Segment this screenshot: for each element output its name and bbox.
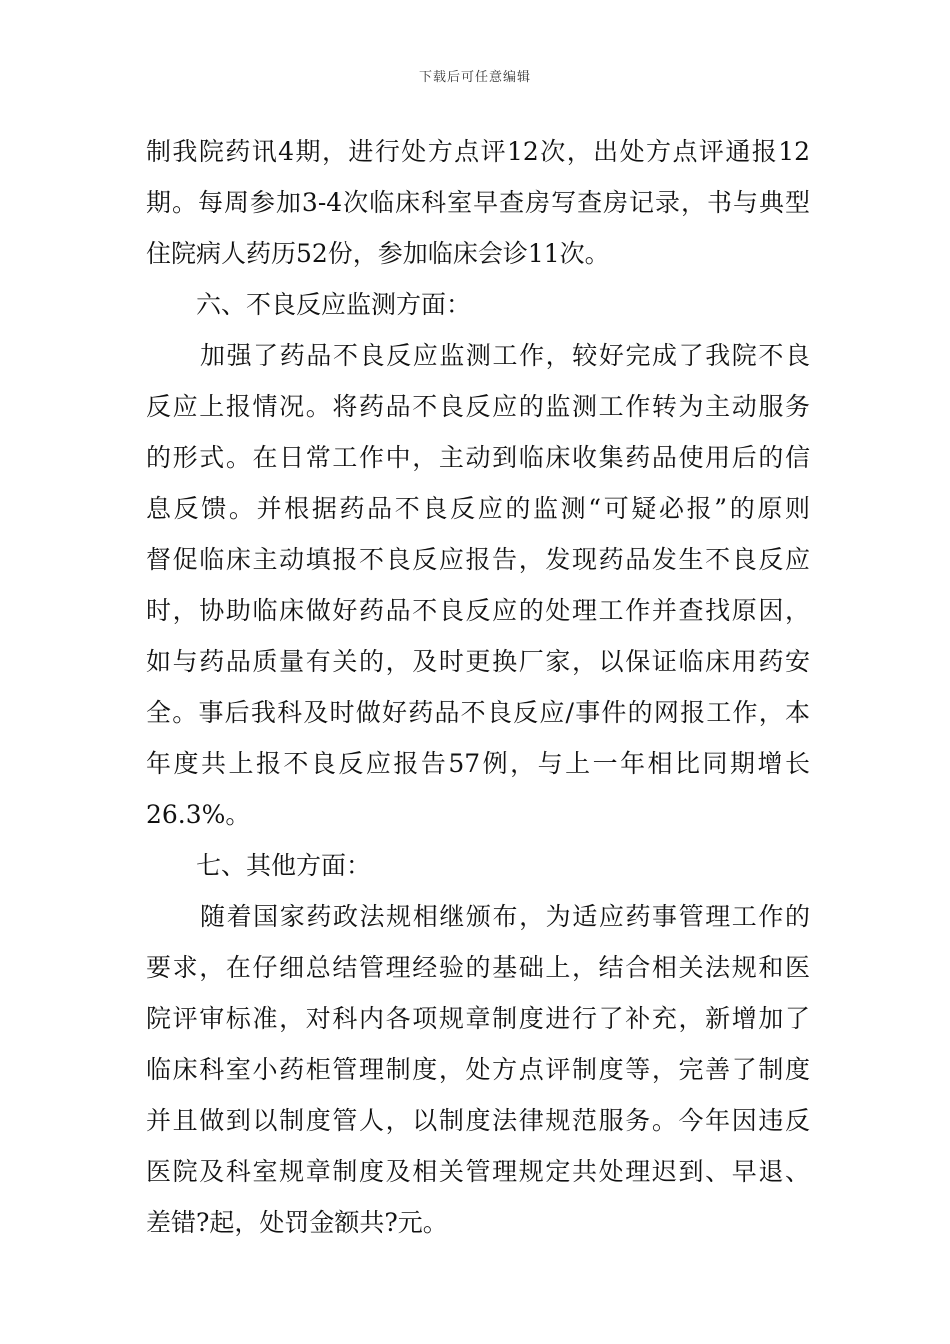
section-heading-other: 七、其他方面： <box>196 851 372 880</box>
paragraph-first-line: 加强了药品不良反应监测工作，较好完成了我院不良 <box>200 341 810 370</box>
body-line: 院评审标准，对科内各项规章制度进行了补充，新增加了 <box>146 1004 810 1033</box>
body-line: 的形式。在日常工作中，主动到临床收集药品使用后的信 <box>146 443 810 472</box>
body-line: 全。事后我科及时做好药品不良反应/事件的网报工作，本 <box>146 698 810 727</box>
page-header: 下载后可任意编辑 <box>418 70 531 85</box>
body-line: 要求，在仔细总结管理经验的基础上，结合相关法规和医 <box>146 953 810 982</box>
body-line: 制我院药讯4期，进行处方点评12次，出处方点评通报12 <box>146 137 810 166</box>
body-line: 息反馈。并根据药品不良反应的监测“可疑必报”的原则 <box>146 494 810 523</box>
body-line: 反应上报情况。将药品不良反应的监测工作转为主动服务 <box>146 392 810 421</box>
body-line: 差错?起，处罚金额共?元。 <box>146 1208 448 1237</box>
body-line: 年度共上报不良反应报告57例，与上一年相比同期增长 <box>146 749 810 778</box>
body-line: 如与药品质量有关的，及时更换厂家，以保证临床用药安 <box>146 647 810 676</box>
body-line: 时，协助临床做好药品不良反应的处理工作并查找原因， <box>146 596 810 625</box>
body-line: 并且做到以制度管人，以制度法律规范服务。今年因违反 <box>146 1106 810 1135</box>
body-line: 住院病人药历52份，参加临床会诊11次。 <box>146 239 610 268</box>
body-line: 26.3%。 <box>146 800 251 829</box>
body-line: 期。每周参加3-4次临床科室早查房写查房记录，书与典型 <box>146 188 810 217</box>
body-line: 医院及科室规章制度及相关管理规定共处理迟到、早退、 <box>146 1157 810 1186</box>
paragraph-first-line: 随着国家药政法规相继颁布，为适应药事管理工作的 <box>200 902 810 931</box>
body-line: 督促临床主动填报不良反应报告，发现药品发生不良反应 <box>146 545 810 574</box>
body-line: 临床科室小药柜管理制度，处方点评制度等，完善了制度 <box>146 1055 810 1084</box>
section-heading-adr: 六、不良反应监测方面： <box>196 290 472 319</box>
document-body <box>146 126 810 1248</box>
